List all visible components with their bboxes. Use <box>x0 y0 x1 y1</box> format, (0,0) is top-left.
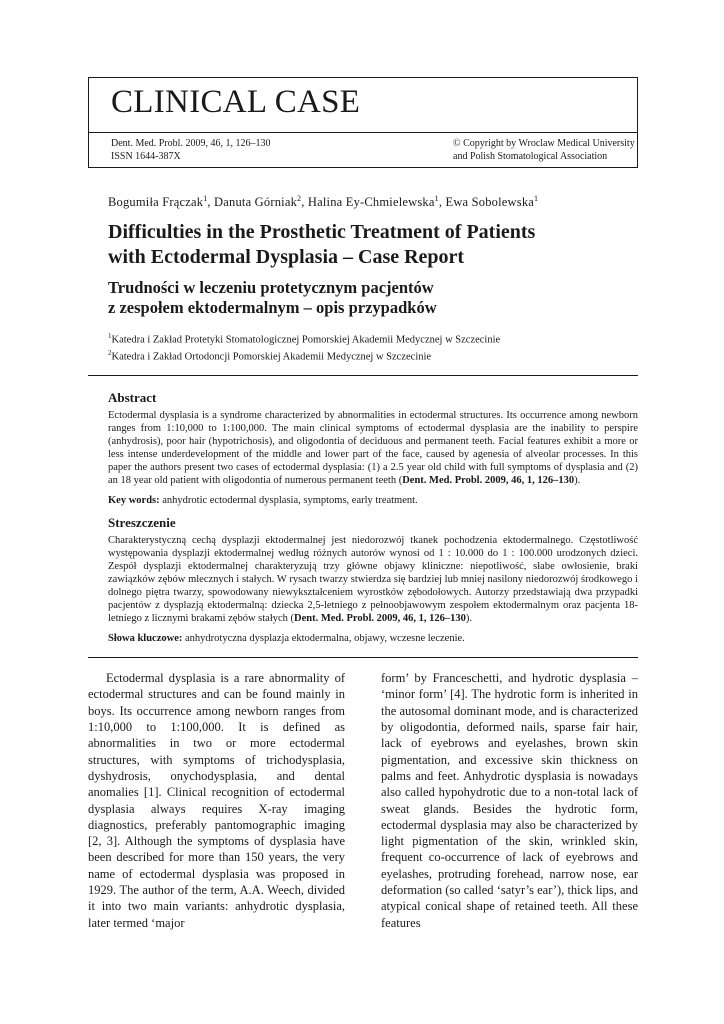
affil-text: Katedra i Zakład Protetyki Stomatologicznej Pomorskiej Akademii Medycznej w Szczecinie <box>111 334 501 346</box>
article-title-english <box>108 220 638 270</box>
streszczenie-body: Charakterystyczną cechą dysplazji ektodermalnej jest niedorozwój tkanek pochodzenia ektodermalnego. Częstotliwość występowania dysplazji ektodermalnej według różnych autorów wynosi od 1 : 10.000 do 1 : 100.000 urodzonych dzieci. Zespół dysplazji ektodermalnej charakteryzują trzy główne objawy kliniczne: niepotliwość, słabe owłosienie, braki zawiązków zębów mlecznych i stałych. W rysach twarzy stwierdza się bardziej lub mniej nasilony niedorozwój środkowego i dolnego piętra twarzy, spowodowany niewykształceniem wyrostków zębodołowych. Autorzy przedstawiają dwa przypadki pacjentów z dysplazją ektodermalną: dziecka 2,5-letniego z pełnoobjawowym zespołem ektodermalnym oraz pacjenta 18-letniego z licznymi brakami zębów stałych ( <box>108 535 638 625</box>
streszczenie-text <box>108 534 638 625</box>
abstract-body: Ectodermal dysplasia is a syndrome characterized by abnormalities in ectodermal structures. Its occurrence among newborn ranges from 1:10,000 to 1:100,000. The main clinical symptoms of ectodermal dysplasia are the inability to perspire (anhydrosis), poor hair (hypotrichosis), and oligodontia of deciduous and permanent teeth. Facial features exhibit a more or less intense underdevelopment of the middle and lower part of the face, caused by agenesia of alveolar processes. In this paper the authors present two cases of ectodermal dysplasia: (1) a 2.5 year old child with full symptoms of dysplasia and (2) an 18 year old patient with oligodontia of numerous permanent teeth ( <box>108 410 638 487</box>
abstract-heading: Abstract <box>108 390 157 406</box>
copyright-line-1: © Copyright by Wroclaw Medical University <box>453 138 635 149</box>
author-list: Bogumiła Frączak$^1$, Danuta Górniak$^2$, Halina Ey-Chmielewska$^1$, Ewa Sobolewska$^1$ <box>108 194 539 210</box>
streszczenie-citation: Dent. Med. Probl. 2009, 46, 1, 126–130 <box>294 613 466 625</box>
author-name: Ewa Sobolewska <box>445 195 535 210</box>
title-line: with Ectodermal Dysplasia – Case Report <box>108 246 465 269</box>
article-page <box>88 77 638 931</box>
keywords-text: anhydrotic ectodermal dysplasia, symptoms, early treatment. <box>159 495 418 507</box>
keywords <box>108 494 638 507</box>
affil-text: Katedra i Zakład Ortodoncji Pomorskiej Akademii Medycznej w Szczecinie <box>111 351 432 363</box>
streszczenie-heading: Streszczenie <box>108 515 176 531</box>
author-name: Halina Ey-Chmielewska <box>307 195 435 210</box>
copyright-info <box>453 137 635 163</box>
journal-meta-box <box>88 133 638 168</box>
author-name: Bogumiła Frączak <box>108 195 204 210</box>
author-name: Danuta Górniak <box>214 195 298 210</box>
affil-mark: 1 <box>108 332 112 341</box>
abstract-text <box>108 409 638 487</box>
body-column-right: form’ by Franceschetti, and hydrotic dysplasia – ‘minor form’ [4]. The hydrotic form is inherited in the autosomal dominant mode, and is characterized by oligodontia, deformed nails, sparse fair hair, lack of eyebrows and eyelashes, brown skin pigmentation, and excessive skin thickness on palms and feet. Anhydrotic dysplasia is nowadays also called hypohydrotic due to a non-total lack of sweat glands. Besides the hydrotic form, ectodermal dysplasia may also be characterized by light pigmentation of the skin, wrinkled skin, frequent co-occurrence of lack of eyebrows and eyelashes, protruding forehead, narrow nose, ear deformation (so called ‘satyr’s ear’), thick lips, and atypical conical shape of retained teeth. All these features <box>381 671 638 930</box>
body-text <box>88 657 638 931</box>
title-line: z zespołem ektodermalnym – opis przypadków <box>108 298 437 318</box>
body-column-left: Ectodermal dysplasia is a rare abnormality of ectodermal structures and can be found mainly in boys. Its occurrence among newborn ranges from 1:10,000 to 1:100,000. It is defined as abnormalities in two or more ectodermal structures, with symptoms of trichodysplasia, dyshydrosis, onychodysplasia, and dental anomalies [1]. Clinical recognition of ectodermal dysplasia always requires X-ray imaging diagnostics, preferably pantomographic imaging [2, 3]. Although the symptoms of dysplasia have been described for more than 150 years, the very name of ectodermal dysplasia was proposed in 1929. The author of the term, A.A. Weech, divided it into two main variants: anhydrotic dysplasia, later termed ‘major <box>88 671 345 930</box>
issn: ISSN 1644-387X <box>111 151 181 162</box>
abstract-citation: Dent. Med. Probl. 2009, 46, 1, 126–130 <box>402 475 575 487</box>
abstract-end: ). <box>574 475 581 487</box>
affil-mark: 2 <box>108 348 112 357</box>
abstract-section <box>88 375 638 645</box>
title-line: Trudności w leczeniu protetycznym pacjentów <box>108 278 434 298</box>
author-affil-mark: 1 <box>534 194 539 203</box>
affiliation-2 <box>108 347 638 364</box>
citation-line: Dent. Med. Probl. 2009, 46, 1, 126–130 <box>111 138 271 149</box>
article-title-polish <box>108 278 638 318</box>
section-header-box <box>88 77 638 133</box>
author-affil-mark: 1 <box>203 194 208 203</box>
keywords-label: Key words: <box>108 495 160 507</box>
section-title: CLINICAL CASE <box>111 84 361 120</box>
slowa-kluczowe-label: Słowa kluczowe: <box>108 633 183 645</box>
copyright-line-2: and Polish Stomatological Association <box>453 151 608 162</box>
slowa-kluczowe-text: anhydrotyczna dysplazja ektodermalna, objawy, wczesne leczenie. <box>182 633 465 645</box>
title-line: Difficulties in the Prosthetic Treatment of Patients <box>108 221 536 244</box>
author-affil-mark: 1 <box>434 194 439 203</box>
streszczenie-end: ). <box>465 613 473 625</box>
slowa-kluczowe <box>108 632 638 645</box>
affiliations <box>108 330 638 363</box>
author-affil-mark: 2 <box>297 194 302 203</box>
affiliation-1 <box>108 330 638 347</box>
citation-info <box>111 137 270 163</box>
